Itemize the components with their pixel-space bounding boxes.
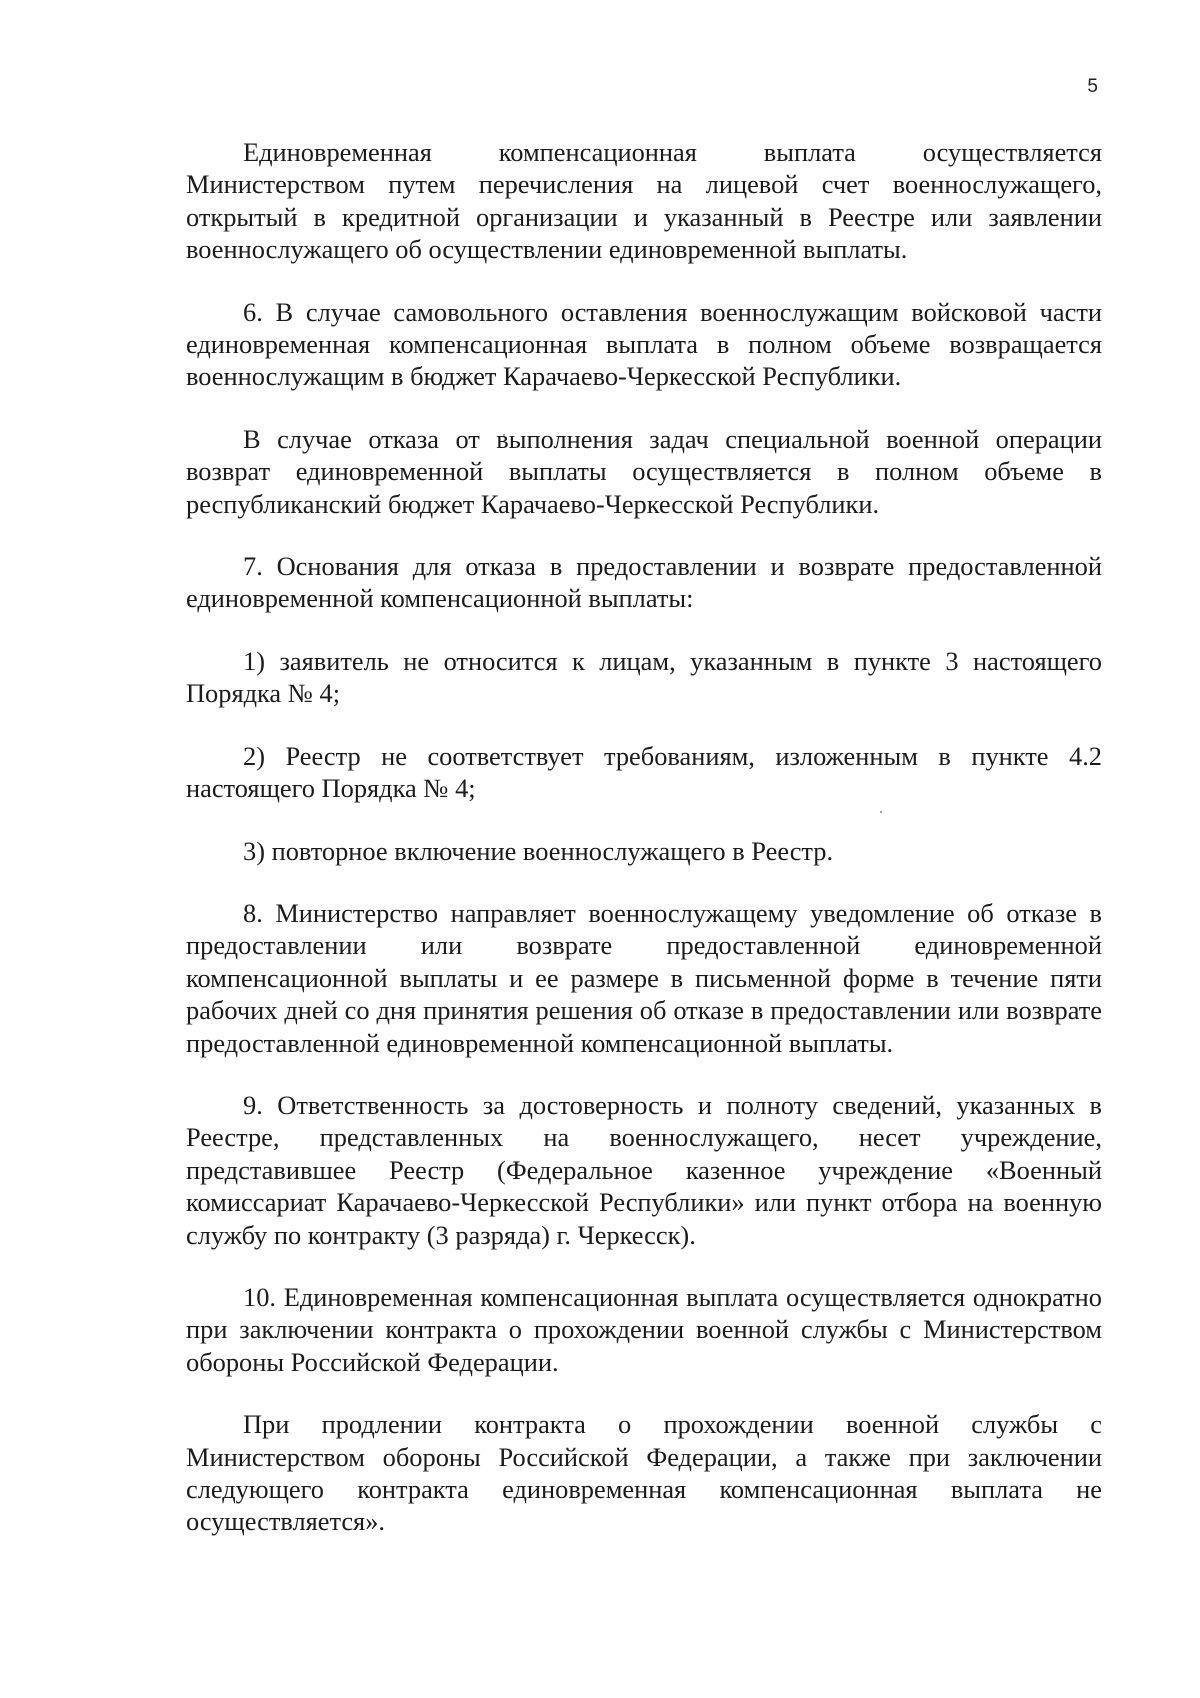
- paragraph-7-grounds: 7. Основания для отказа в предоставлении и возврате предоставленной единовременной компенсационной выплаты:: [186, 551, 1102, 614]
- paragraph-6-unauthorized-leave: 6. В случае самовольного оставления военнослужащим войсковой части единовременная компенсационная выплата в полном объеме возвращается военнослужащим в бюджет Карачаево-Черкесской Республики.: [186, 296, 1102, 392]
- document-body: [186, 136, 1102, 1538]
- paragraph-7-item-3: 3) повторное включение военнослужащего в Реестр.: [243, 835, 834, 866]
- paragraph-refusal-return: В случае отказа от выполнения задач специальной военной операции возврат единовременной выплаты осуществляется в полном объеме в республиканский бюджет Карачаево-Черкесской Республики.: [186, 423, 1102, 519]
- paragraph-7-item-2: 2) Реестр не соответствует требованиям, изложенным в пункте 4.2 настоящего Порядка № 4;: [186, 740, 1102, 804]
- paragraph-payment-transfer: Единовременная компенсационная выплата осуществляется Министерством путем перечисления на лицевой счет военнослужащего, открытый в кредитной организации и указанный в Реестре или заявлении военнослужащего об осуществлении единовременной выплаты.: [186, 137, 1102, 265]
- paragraph-7-item-1: 1) заявитель не относится к лицам, указанным в пункте 3 настоящего Порядка № 4;: [186, 645, 1102, 709]
- paragraph-9-responsibility: 9. Ответственность за достоверность и полноту сведений, указанных в Реестре, представленных на военнослужащего, несет учреждение, представившее Реестр (Федеральное казенное учреждение «Военный комиссариат Карачаево-Черкесской Республики» или пункт отбора на военную службу по контракту (3 разряда) г. Черкесск).: [186, 1089, 1102, 1250]
- paragraph-8-notification: 8. Министерство направляет военнослужащему уведомление об отказе в предоставлении или возврате предоставленной единовременной компенсационной выплаты и ее размере в письменной форме в течение пяти рабочих дней со дня принятия решения об отказе в предоставлении или возврате предоставленной единовременной компенсационной выплаты.: [186, 897, 1102, 1058]
- paragraph-10-one-time: 10. Единовременная компенсационная выплата осуществляется однократно при заключении контракта о прохождении военной службы с Министерством обороны Российской Федерации.: [186, 1281, 1102, 1377]
- page-number: 5: [1087, 76, 1098, 97]
- paragraph-contract-extension: При продлении контракта о прохождении военной службы с Министерством обороны Российской Федерации, а также при заключении следующего контракта единовременная компенсационная выплата не осуществляется».: [186, 1409, 1102, 1537]
